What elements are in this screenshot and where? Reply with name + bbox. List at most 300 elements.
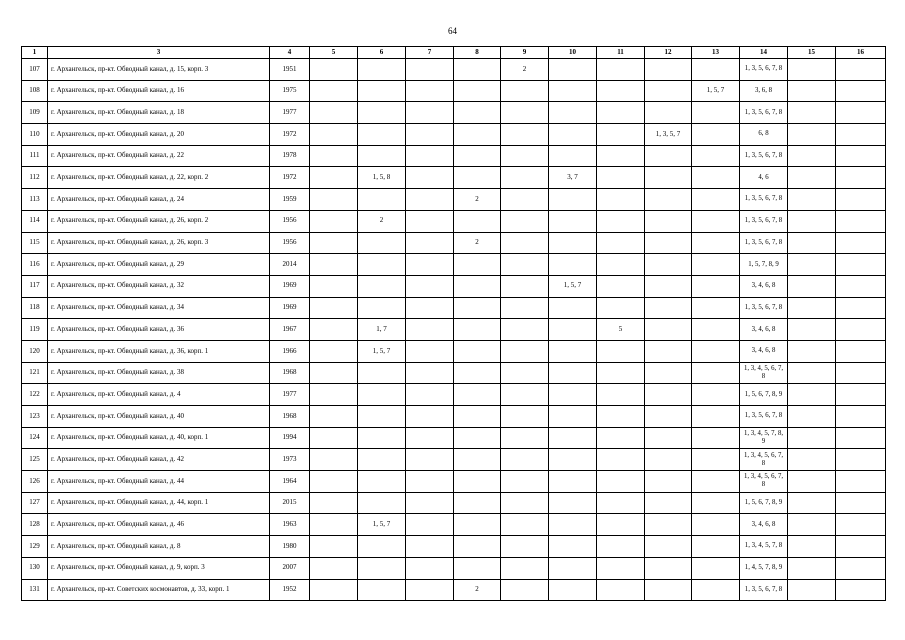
col10-cell: 1, 5, 7 <box>549 275 597 297</box>
col13-cell <box>692 340 740 362</box>
col15-cell <box>788 557 836 579</box>
col11-cell <box>597 514 645 536</box>
col9-cell <box>501 254 549 276</box>
col16-cell <box>836 406 886 428</box>
col15-cell <box>788 189 836 211</box>
address-cell: г. Архангельск, пр-кт. Обводный канал, д. 26, корп. 2 <box>48 210 270 232</box>
column-header: 13 <box>692 47 740 59</box>
col9-cell <box>501 124 549 146</box>
col8-cell <box>454 254 501 276</box>
col14-cell: 3, 4, 6, 8 <box>740 340 788 362</box>
col12-cell <box>645 254 692 276</box>
col9-cell <box>501 145 549 167</box>
col14-cell: 1, 3, 5, 6, 7, 8 <box>740 406 788 428</box>
year-cell: 1959 <box>270 189 310 211</box>
row-number-cell: 116 <box>22 254 48 276</box>
year-cell: 1951 <box>270 59 310 81</box>
col16-cell <box>836 254 886 276</box>
col15-cell <box>788 319 836 341</box>
col14-cell: 1, 5, 6, 7, 8, 9 <box>740 492 788 514</box>
col15-cell <box>788 80 836 102</box>
col5-cell <box>310 557 358 579</box>
table-row <box>22 297 886 319</box>
row-number-cell: 107 <box>22 59 48 81</box>
row-number-cell: 115 <box>22 232 48 254</box>
col16-cell <box>836 59 886 81</box>
row-number-cell: 131 <box>22 579 48 601</box>
col13-cell <box>692 362 740 384</box>
col16-cell <box>836 384 886 406</box>
col6-cell <box>358 427 406 449</box>
col13-cell <box>692 319 740 341</box>
table-row <box>22 319 886 341</box>
col10-cell <box>549 557 597 579</box>
col16-cell <box>836 449 886 471</box>
table-row <box>22 80 886 102</box>
col15-cell <box>788 124 836 146</box>
col14-cell: 3, 4, 6, 8 <box>740 514 788 536</box>
col11-cell: 5 <box>597 319 645 341</box>
column-header: 10 <box>549 47 597 59</box>
col6-cell <box>358 275 406 297</box>
address-cell: г. Архангельск, пр-кт. Обводный канал, д. 42 <box>48 449 270 471</box>
col15-cell <box>788 297 836 319</box>
col16-cell <box>836 189 886 211</box>
col5-cell <box>310 59 358 81</box>
col11-cell <box>597 449 645 471</box>
address-cell: г. Архангельск, пр-кт. Обводный канал, д. 29 <box>48 254 270 276</box>
col9-cell <box>501 557 549 579</box>
col10-cell <box>549 406 597 428</box>
col7-cell <box>406 340 454 362</box>
col14-cell: 1, 3, 4, 5, 6, 7, 8 <box>740 471 788 493</box>
row-number-cell: 121 <box>22 362 48 384</box>
col12-cell <box>645 297 692 319</box>
col8-cell <box>454 514 501 536</box>
year-cell: 1978 <box>270 145 310 167</box>
col7-cell <box>406 492 454 514</box>
table-row <box>22 102 886 124</box>
col5-cell <box>310 189 358 211</box>
col14-cell: 3, 4, 6, 8 <box>740 319 788 341</box>
col7-cell <box>406 384 454 406</box>
table-row <box>22 579 886 601</box>
col8-cell <box>454 59 501 81</box>
col13-cell: 1, 5, 7 <box>692 80 740 102</box>
col5-cell <box>310 232 358 254</box>
col11-cell <box>597 384 645 406</box>
row-number-cell: 122 <box>22 384 48 406</box>
table-row <box>22 449 886 471</box>
col6-cell <box>358 449 406 471</box>
col8-cell <box>454 471 501 493</box>
year-cell: 2007 <box>270 557 310 579</box>
col14-cell: 1, 5, 6, 7, 8, 9 <box>740 384 788 406</box>
col15-cell <box>788 362 836 384</box>
col14-cell: 1, 5, 7, 8, 9 <box>740 254 788 276</box>
col8-cell <box>454 145 501 167</box>
col8-cell <box>454 275 501 297</box>
col11-cell <box>597 232 645 254</box>
col8-cell <box>454 80 501 102</box>
col13-cell <box>692 145 740 167</box>
col6-cell <box>358 80 406 102</box>
address-cell: г. Архангельск, пр-кт. Обводный канал, д. 26, корп. 3 <box>48 232 270 254</box>
col11-cell <box>597 80 645 102</box>
col7-cell <box>406 449 454 471</box>
col16-cell <box>836 297 886 319</box>
col16-cell <box>836 145 886 167</box>
col12-cell <box>645 471 692 493</box>
col8-cell <box>454 167 501 189</box>
col13-cell <box>692 275 740 297</box>
col7-cell <box>406 536 454 558</box>
col11-cell <box>597 297 645 319</box>
col11-cell <box>597 340 645 362</box>
col6-cell <box>358 579 406 601</box>
row-number-cell: 109 <box>22 102 48 124</box>
col12-cell <box>645 384 692 406</box>
row-number-cell: 114 <box>22 210 48 232</box>
col14-cell: 1, 3, 5, 6, 7, 8 <box>740 297 788 319</box>
col5-cell <box>310 514 358 536</box>
col10-cell <box>549 297 597 319</box>
col13-cell <box>692 427 740 449</box>
year-cell: 1994 <box>270 427 310 449</box>
col14-cell: 1, 3, 5, 6, 7, 8 <box>740 189 788 211</box>
col16-cell <box>836 536 886 558</box>
page-number: 64 <box>448 26 457 36</box>
table-row <box>22 145 886 167</box>
address-cell: г. Архангельск, пр-кт. Обводный канал, д. 20 <box>48 124 270 146</box>
col7-cell <box>406 80 454 102</box>
address-cell: г. Архангельск, пр-кт. Обводный канал, д. 15, корп. 3 <box>48 59 270 81</box>
col8-cell <box>454 427 501 449</box>
col9-cell: 2 <box>501 59 549 81</box>
col15-cell <box>788 579 836 601</box>
col12-cell <box>645 80 692 102</box>
col12-cell <box>645 167 692 189</box>
address-cell: г. Архангельск, пр-кт. Обводный канал, д. 44 <box>48 471 270 493</box>
col14-cell: 1, 3, 4, 5, 6, 7, 8 <box>740 449 788 471</box>
col13-cell <box>692 492 740 514</box>
col5-cell <box>310 536 358 558</box>
col6-cell <box>358 254 406 276</box>
col15-cell <box>788 340 836 362</box>
col8-cell <box>454 319 501 341</box>
col7-cell <box>406 275 454 297</box>
col7-cell <box>406 145 454 167</box>
row-number-cell: 108 <box>22 80 48 102</box>
col16-cell <box>836 319 886 341</box>
col16-cell <box>836 514 886 536</box>
col9-cell <box>501 189 549 211</box>
row-number-cell: 111 <box>22 145 48 167</box>
col6-cell <box>358 232 406 254</box>
year-cell: 1973 <box>270 449 310 471</box>
address-cell: г. Архангельск, пр-кт. Обводный канал, д. 16 <box>48 80 270 102</box>
col12-cell <box>645 536 692 558</box>
col12-cell <box>645 145 692 167</box>
col7-cell <box>406 427 454 449</box>
col13-cell <box>692 232 740 254</box>
col11-cell <box>597 59 645 81</box>
col13-cell <box>692 536 740 558</box>
col9-cell <box>501 102 549 124</box>
address-cell: г. Архангельск, пр-кт. Обводный канал, д. 40 <box>48 406 270 428</box>
col11-cell <box>597 536 645 558</box>
col16-cell <box>836 471 886 493</box>
col10-cell <box>549 340 597 362</box>
housing-register-table <box>21 46 886 601</box>
col16-cell <box>836 427 886 449</box>
col8-cell <box>454 102 501 124</box>
col12-cell <box>645 189 692 211</box>
col9-cell <box>501 319 549 341</box>
address-cell: г. Архангельск, пр-кт. Обводный канал, д. 9, корп. 3 <box>48 557 270 579</box>
column-header: 4 <box>270 47 310 59</box>
col16-cell <box>836 579 886 601</box>
row-number-cell: 125 <box>22 449 48 471</box>
col11-cell <box>597 167 645 189</box>
table-row <box>22 557 886 579</box>
table-row <box>22 406 886 428</box>
col7-cell <box>406 210 454 232</box>
address-cell: г. Архангельск, пр-кт. Обводный канал, д. 36 <box>48 319 270 341</box>
col9-cell <box>501 167 549 189</box>
col7-cell <box>406 297 454 319</box>
col11-cell <box>597 557 645 579</box>
col14-cell: 1, 3, 5, 6, 7, 8 <box>740 102 788 124</box>
year-cell: 1980 <box>270 536 310 558</box>
row-number-cell: 112 <box>22 167 48 189</box>
col13-cell <box>692 449 740 471</box>
col5-cell <box>310 406 358 428</box>
col8-cell <box>454 124 501 146</box>
year-cell: 1972 <box>270 167 310 189</box>
year-cell: 1969 <box>270 297 310 319</box>
table-row <box>22 362 886 384</box>
col8-cell <box>454 406 501 428</box>
address-cell: г. Архангельск, пр-кт. Обводный канал, д. 24 <box>48 189 270 211</box>
col10-cell <box>549 362 597 384</box>
col16-cell <box>836 492 886 514</box>
col10-cell <box>549 492 597 514</box>
col6-cell <box>358 492 406 514</box>
column-header: 1 <box>22 47 48 59</box>
year-cell: 1977 <box>270 102 310 124</box>
col10-cell <box>549 145 597 167</box>
col9-cell <box>501 80 549 102</box>
col5-cell <box>310 579 358 601</box>
col14-cell: 1, 3, 4, 5, 6, 7, 8 <box>740 362 788 384</box>
year-cell: 1968 <box>270 406 310 428</box>
col13-cell <box>692 514 740 536</box>
col11-cell <box>597 579 645 601</box>
table-row <box>22 124 886 146</box>
row-number-cell: 120 <box>22 340 48 362</box>
col6-cell <box>358 102 406 124</box>
col10-cell <box>549 254 597 276</box>
col12-cell <box>645 362 692 384</box>
col15-cell <box>788 167 836 189</box>
row-number-cell: 129 <box>22 536 48 558</box>
col14-cell: 1, 3, 5, 6, 7, 8 <box>740 210 788 232</box>
col8-cell <box>454 340 501 362</box>
col12-cell <box>645 557 692 579</box>
col5-cell <box>310 340 358 362</box>
col14-cell: 3, 6, 8 <box>740 80 788 102</box>
column-header: 3 <box>48 47 270 59</box>
col7-cell <box>406 579 454 601</box>
row-number-cell: 113 <box>22 189 48 211</box>
col9-cell <box>501 427 549 449</box>
col7-cell <box>406 232 454 254</box>
col6-cell <box>358 124 406 146</box>
col5-cell <box>310 297 358 319</box>
col7-cell <box>406 557 454 579</box>
col6-cell <box>358 384 406 406</box>
col11-cell <box>597 145 645 167</box>
col15-cell <box>788 102 836 124</box>
col8-cell <box>454 210 501 232</box>
col8-cell <box>454 384 501 406</box>
year-cell: 1963 <box>270 514 310 536</box>
table-row <box>22 536 886 558</box>
col6-cell <box>358 59 406 81</box>
col9-cell <box>501 471 549 493</box>
col12-cell <box>645 319 692 341</box>
col16-cell <box>836 102 886 124</box>
address-cell: г. Архангельск, пр-кт. Советских космонавтов, д. 33, корп. 1 <box>48 579 270 601</box>
col11-cell <box>597 124 645 146</box>
col6-cell: 1, 5, 7 <box>358 340 406 362</box>
col14-cell: 1, 3, 4, 5, 7, 8, 9 <box>740 427 788 449</box>
address-cell: г. Архангельск, пр-кт. Обводный канал, д. 18 <box>48 102 270 124</box>
address-cell: г. Архангельск, пр-кт. Обводный канал, д. 22 <box>48 145 270 167</box>
col13-cell <box>692 59 740 81</box>
year-cell: 1969 <box>270 275 310 297</box>
table-row <box>22 471 886 493</box>
column-header: 8 <box>454 47 501 59</box>
column-header: 12 <box>645 47 692 59</box>
address-cell: г. Архангельск, пр-кт. Обводный канал, д. 44, корп. 1 <box>48 492 270 514</box>
col5-cell <box>310 102 358 124</box>
col9-cell <box>501 579 549 601</box>
col10-cell <box>549 189 597 211</box>
col10-cell <box>549 210 597 232</box>
col7-cell <box>406 471 454 493</box>
col15-cell <box>788 449 836 471</box>
table-row <box>22 167 886 189</box>
col7-cell <box>406 514 454 536</box>
col10-cell <box>549 384 597 406</box>
table-row <box>22 232 886 254</box>
col11-cell <box>597 102 645 124</box>
col6-cell <box>358 362 406 384</box>
col5-cell <box>310 492 358 514</box>
col9-cell <box>501 449 549 471</box>
table-row <box>22 492 886 514</box>
col13-cell <box>692 579 740 601</box>
col16-cell <box>836 80 886 102</box>
col10-cell <box>549 102 597 124</box>
col16-cell <box>836 124 886 146</box>
col7-cell <box>406 254 454 276</box>
col10-cell <box>549 471 597 493</box>
col14-cell: 3, 4, 6, 8 <box>740 275 788 297</box>
year-cell: 1968 <box>270 362 310 384</box>
col12-cell <box>645 102 692 124</box>
col6-cell: 1, 7 <box>358 319 406 341</box>
col5-cell <box>310 471 358 493</box>
col5-cell <box>310 384 358 406</box>
col14-cell: 1, 3, 5, 6, 7, 8 <box>740 232 788 254</box>
col13-cell <box>692 471 740 493</box>
row-number-cell: 110 <box>22 124 48 146</box>
row-number-cell: 126 <box>22 471 48 493</box>
col10-cell <box>549 124 597 146</box>
col16-cell <box>836 210 886 232</box>
col13-cell <box>692 384 740 406</box>
col13-cell <box>692 210 740 232</box>
col14-cell: 1, 3, 5, 6, 7, 8 <box>740 579 788 601</box>
year-cell: 2015 <box>270 492 310 514</box>
col10-cell <box>549 536 597 558</box>
col14-cell: 1, 3, 5, 6, 7, 8 <box>740 59 788 81</box>
col12-cell <box>645 492 692 514</box>
col15-cell <box>788 232 836 254</box>
col15-cell <box>788 145 836 167</box>
col6-cell <box>358 471 406 493</box>
table-row <box>22 384 886 406</box>
col12-cell <box>645 210 692 232</box>
col11-cell <box>597 471 645 493</box>
col12-cell: 1, 3, 5, 7 <box>645 124 692 146</box>
col13-cell <box>692 124 740 146</box>
col7-cell <box>406 102 454 124</box>
col13-cell <box>692 189 740 211</box>
column-header: 11 <box>597 47 645 59</box>
col12-cell <box>645 232 692 254</box>
col7-cell <box>406 319 454 341</box>
col14-cell: 1, 4, 5, 7, 8, 9 <box>740 557 788 579</box>
col5-cell <box>310 449 358 471</box>
year-cell: 1952 <box>270 579 310 601</box>
col5-cell <box>310 124 358 146</box>
col8-cell <box>454 297 501 319</box>
col7-cell <box>406 189 454 211</box>
table-row <box>22 340 886 362</box>
col9-cell <box>501 362 549 384</box>
col6-cell <box>358 557 406 579</box>
table-row <box>22 514 886 536</box>
row-number-cell: 128 <box>22 514 48 536</box>
col6-cell <box>358 406 406 428</box>
address-cell: г. Архангельск, пр-кт. Обводный канал, д. 40, корп. 1 <box>48 427 270 449</box>
col16-cell <box>836 362 886 384</box>
year-cell: 1972 <box>270 124 310 146</box>
col12-cell <box>645 514 692 536</box>
row-number-cell: 118 <box>22 297 48 319</box>
col13-cell <box>692 557 740 579</box>
col6-cell: 2 <box>358 210 406 232</box>
col5-cell <box>310 275 358 297</box>
row-number-cell: 119 <box>22 319 48 341</box>
col11-cell <box>597 210 645 232</box>
column-header: 5 <box>310 47 358 59</box>
col15-cell <box>788 254 836 276</box>
